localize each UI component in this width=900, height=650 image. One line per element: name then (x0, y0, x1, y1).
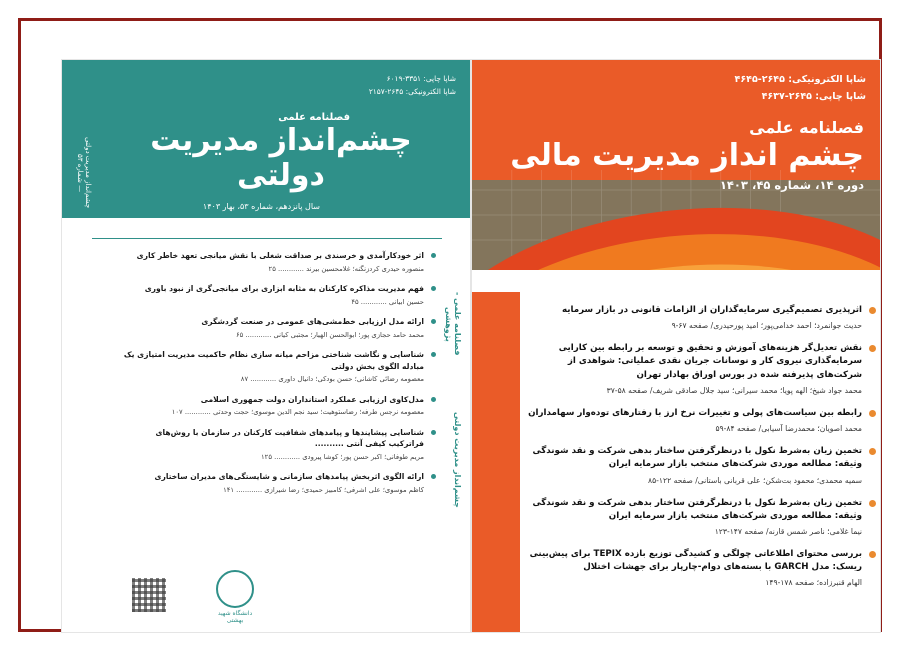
list-item (528, 342, 876, 396)
qr-code-icon (132, 578, 166, 612)
issn-print-line: شاپا چاپی: ۳۳۵۱-۶۰۱۹ (386, 74, 456, 83)
list-item (528, 407, 876, 434)
article-title: شناسایی پیشایندها و پیامدهای شفافیت کارکنان در سازمان با روش‌های فراترکیب کیفی آنتی .......... (155, 427, 424, 449)
journal-kicker: فصلنامه علمی (278, 112, 350, 123)
article-title: ارائه مدل ارزیابی خط‌مشی‌های عمومی در صنعت گردشگری (201, 316, 424, 326)
university-logo-label: دانشگاه شهید بهشتی (217, 610, 253, 624)
bullet-icon (869, 307, 876, 314)
bullet-icon (431, 474, 436, 479)
journal-title-line1: چشم‌انداز مدیریت (150, 123, 412, 158)
logo-ring-icon (216, 570, 254, 608)
issn-print-value: ۲۶۴۵-۴۶۳۷ (761, 90, 812, 102)
issn-print-line (735, 89, 866, 106)
side-accent-strip (472, 292, 522, 633)
journal-kicker: فصلنامه علمی (749, 118, 864, 137)
article-title: اثر خودکارآمدی و خرسندی بر صداقت شغلی با نقش میانجی تعهد خاطر کاری (136, 251, 424, 260)
article-meta: معصومه نرجس طرفه؛ رضاستوهیت؛ سید نجم الدین موسوی؛ حجت وحدتی ............ ۱۰۷ (171, 408, 424, 417)
section-label-research: فصلنامه علمی - پژوهشی (444, 292, 462, 356)
issn-print-label: شاپا چاپی: (815, 90, 866, 102)
list-item (118, 471, 436, 495)
article-meta: الهام قنبرزاده؛ صفحه ۱۷۸-۱۴۹ (765, 578, 862, 588)
list-item (118, 250, 436, 274)
article-title: تخمین زیان به‌شرط نکول با درنظرگرفتن ساختار بدهی شرکت و نقد شوندگی وثیقه: مطالعه موردی شرکت‌های منتخب بازار سرمایه ایران (532, 446, 862, 470)
article-title: فهم مدیریت مذاکره کارکنان به مثابه ابزاری برای میانجی‌گری از نبود باوری (144, 283, 424, 293)
article-title: رابطه بین سیاست‌های پولی و تغییرات نرخ ارز با رفتارهای توده‌وار سهامداران (528, 407, 862, 418)
article-meta: محمد حامد حجازی پور؛ ابوالحسن الهیار؛ مجتبی کیانی ............ ۶۵ (235, 330, 424, 339)
journal-issue-line: سال پانزدهم، شماره ۵۳، بهار ۱۴۰۳ (202, 202, 320, 211)
article-meta: محمد جواد شیخ؛ الهه پویا؛ محمد سیرانی؛ سید جلال صادقی شریف/ صفحه ۵۸-۳۷ (606, 385, 862, 395)
article-meta: مریم طوفانی؛ اکبر حسن پور؛ کوشا پیرودی ............ ۱۲۵ (261, 453, 424, 462)
list-item (118, 394, 436, 418)
list-item (528, 497, 876, 537)
article-title: ارائه الگوی اثربخش پیامدهای سازمانی و شایستگی‌های مدیران ساختاری (154, 472, 424, 482)
article-title: نقش تعدیل‌گر هزینه‌های آموزش و تحقیق و توسعه بر رابطه بین کارایی سرمایه‌گذاری نیروی کار و نوسانات جریان نقدی عملیاتی: شواهدی از شرکت‌های پذیرفته شده در بورس اوراق بهادار تهران (558, 343, 862, 380)
covers-container (61, 59, 881, 633)
journal-title-line2: دولتی (237, 157, 325, 193)
public-management-cover (61, 59, 471, 633)
financial-management-cover (471, 59, 881, 633)
spine-text: چشم‌انداز مدیریت دولتی — شماره ۵۳ (76, 137, 92, 209)
bullet-icon (431, 430, 436, 435)
table-of-contents (528, 304, 876, 600)
issn-block (735, 72, 866, 105)
article-meta: منصوره حیدری کردزنگنه؛ غلامحسین بیرند ............ ۲۵ (268, 264, 424, 273)
list-item (118, 349, 436, 385)
decorative-frame (18, 18, 882, 632)
article-meta: حسین ابیانی ............ ۴۵ (351, 297, 424, 306)
bullet-icon (431, 253, 436, 258)
article-title: مدل‌کاوی ارزیابی عملکرد استانداران دولت جمهوری اسلامی (200, 394, 424, 404)
table-of-contents (118, 250, 436, 504)
article-meta: محمد اصویان؛ محمدرضا آسیابی/ صفحه ۸۴-۵۹ (715, 424, 862, 434)
bullet-icon (869, 500, 876, 507)
cover-header-band (472, 60, 880, 270)
bullet-icon (431, 352, 436, 357)
list-item (118, 316, 436, 340)
bullet-icon (869, 345, 876, 352)
issn-electronic-label: شاپا الکترونیکی: (788, 74, 866, 85)
list-item (118, 427, 436, 463)
article-meta: نیما غلامی؛ ناصر شمس قارنه/ صفحه ۱۴۷-۱۲۳ (714, 526, 862, 536)
university-logo (212, 570, 258, 624)
journal-title: چشم انداز مدیریت مالی (510, 138, 864, 173)
section-label-journal: چشم‌انداز مدیریت دولتی (453, 412, 462, 508)
issn-block (369, 72, 456, 99)
article-title: تخمین زیان به‌شرط نکول با درنظرگرفتن ساختار بدهی شرکت و نقد شوندگی وثیقه: مطالعه موردی شرکت‌های منتخب بازار سرمایه ایران (532, 497, 862, 521)
bullet-icon (869, 551, 876, 558)
bullet-icon (869, 410, 876, 417)
issn-electronic-line (735, 72, 866, 89)
issn-electronic-line: شاپا الکترونیکی: ۲۶۴۵-۲۱۵۷ (368, 87, 456, 97)
bullet-icon (431, 397, 436, 402)
list-item (528, 548, 876, 588)
bullet-icon (431, 319, 436, 324)
journal-title-block (116, 124, 446, 193)
article-meta: حدیث جوانمرد؛ احمد خدامی‌پور؛ امید پورحیدری/ صفحه ۶۷-۹ (671, 321, 862, 331)
bullet-icon (431, 286, 436, 291)
bullet-icon (869, 448, 876, 455)
journal-issue-line: دوره ۱۴، شماره ۴۵، ۱۴۰۳ (719, 177, 864, 192)
journal-title-block (510, 118, 864, 192)
list-item (528, 304, 876, 331)
divider (92, 238, 442, 239)
article-title: بررسی محتوای اطلاعاتی چولگی و کشیدگی توزیع بازده TEPIX برای پیش‌بینی ریسک: مدل GARCH با بسته‌های دوام-چارپار برای جهشات اختلال (529, 549, 862, 573)
article-title: اثرپذیری تصمیم‌گیری سرمایه‌گذاران از الزامات قانونی در بازار سرمایه (561, 305, 862, 315)
issn-electronic-value: ۲۶۴۵-۴۶۴۵ (734, 74, 785, 85)
article-meta: کاظم موسوی؛ علی اشرفی؛ کامبیز حمیدی؛ رضا شیرازی ............ ۱۴۱ (223, 486, 424, 495)
article-title: شناسایی و نگاشت شناختی مزاحم میانه سازی نظام حاکمیت مدیریت امتیازی یک مبادله الگوی بخش دولتی (123, 349, 424, 371)
article-meta: معصومه رضائی کاشانی؛ حسن بودکی؛ دانیال داوری ............ ۸۷ (240, 375, 424, 384)
article-meta: سمیه محمدی؛ محمود بت‌شکن؛ علی قربانی باستانی/ صفحه ۱۲۲-۸۵ (647, 475, 862, 485)
list-item (528, 445, 876, 485)
list-item (118, 283, 436, 307)
